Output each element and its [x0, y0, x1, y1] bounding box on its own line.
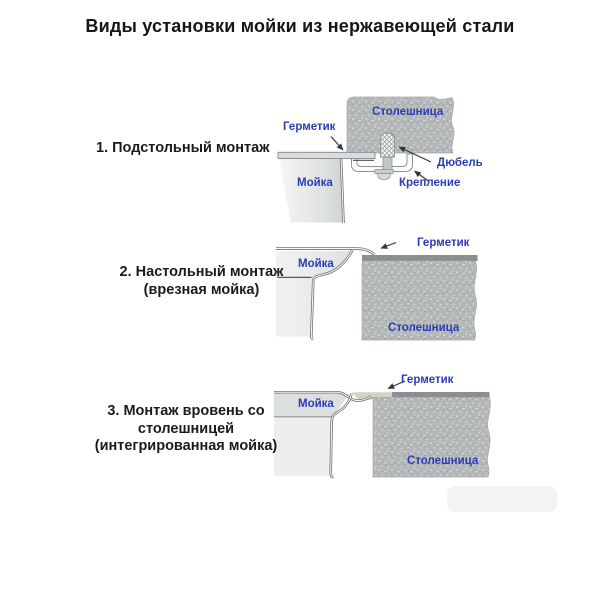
section-1-heading — [96, 140, 270, 158]
label-sealant-3: Герметик — [401, 374, 454, 386]
section-2-heading-line-2: (врезная мойка) — [143, 281, 260, 298]
label-sink-1: Мойка — [297, 177, 333, 189]
page-title: Виды установки мойки из нержавеющей стали — [85, 16, 515, 36]
label-dowel: Дюбель — [437, 157, 483, 169]
sealant-strip-2 — [362, 255, 478, 261]
sealant-arrow-1 — [331, 137, 343, 151]
label-sink-2: Мойка — [298, 258, 334, 270]
label-countertop-2: Столешница — [388, 322, 460, 334]
label-sink-3: Мойка — [298, 398, 334, 410]
label-sealant-1: Герметик — [283, 121, 336, 133]
sink-rim-1 — [278, 152, 375, 158]
section-3-heading-line-1: 3. Монтаж вровень со — [107, 403, 265, 419]
faint-shadow-blob — [447, 486, 557, 512]
sealant-strip-3 — [392, 392, 490, 397]
section-2-heading-line-1: 2. Настольный монтаж — [119, 264, 284, 280]
section-3-heading — [93, 403, 279, 456]
sink-bowl-1 — [280, 159, 344, 223]
label-sealant-2: Герметик — [417, 237, 470, 249]
sink-lower-fill-3 — [274, 417, 330, 477]
dowel-stem — [383, 156, 392, 171]
label-countertop-3: Столешница — [407, 455, 479, 467]
section-1-heading-line: 1. Подстольный монтаж — [96, 140, 270, 156]
label-fastener: Крепление — [399, 177, 461, 189]
screw-flange — [375, 170, 394, 174]
label-countertop-1: Столешница — [372, 106, 444, 118]
dowel-hatch — [381, 133, 395, 157]
section-3-heading-line-2: столешницей — [137, 420, 235, 437]
screw-head — [378, 174, 391, 180]
sealant-arrow-2 — [381, 243, 396, 249]
section-2-heading — [110, 264, 293, 299]
section-3-heading-line-3: (интегрированная мойка) — [94, 438, 278, 454]
